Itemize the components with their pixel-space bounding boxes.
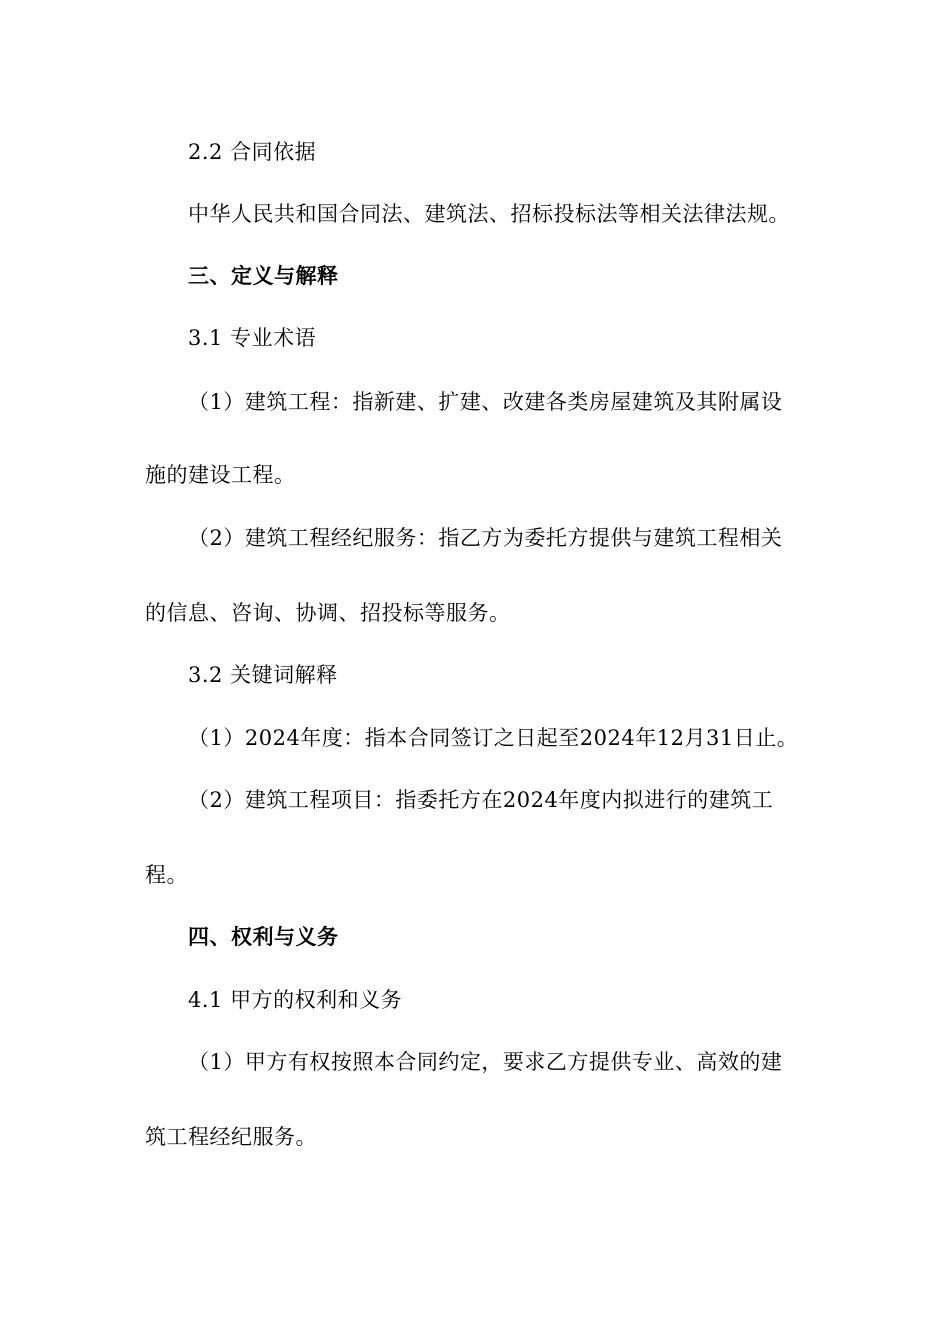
keyword-item-1: （1）2024年度：指本合同签订之日起至2024年12月31日止。 xyxy=(188,726,799,750)
definition-item-2-line-2: 的信息、咨询、协调、招投标等服务。 xyxy=(145,601,511,625)
section-heading-3: 三、定义与解释 xyxy=(188,263,339,288)
subsection-heading-4-1: 4.1 甲方的权利和义务 xyxy=(188,988,403,1012)
section-heading-4: 四、权利与义务 xyxy=(188,924,339,949)
subsection-heading-3-2: 3.2 关键词解释 xyxy=(188,663,338,687)
keyword-item-2-line-1: （2）建筑工程项目：指委托方在2024年度内拟进行的建筑工 xyxy=(188,788,774,812)
subsection-heading-3-1: 3.1 专业术语 xyxy=(188,326,317,350)
party-a-item-1-line-1: （1）甲方有权按照本合同约定，要求乙方提供专业、高效的建 xyxy=(188,1050,783,1074)
party-a-item-1-line-2: 筑工程经纪服务。 xyxy=(145,1125,317,1149)
keyword-item-2-line-2: 程。 xyxy=(145,863,188,887)
definition-item-1-line-1: （1）建筑工程：指新建、扩建、改建各类房屋建筑及其附属设 xyxy=(188,390,783,414)
paragraph-legal-basis: 中华人民共和国合同法、建筑法、招标投标法等相关法律法规。 xyxy=(188,202,790,226)
definition-item-1-line-2: 施的建设工程。 xyxy=(145,463,296,487)
subsection-heading-2-2: 2.2 合同依据 xyxy=(188,140,317,164)
definition-item-2-line-1: （2）建筑工程经纪服务：指乙方为委托方提供与建筑工程相关 xyxy=(188,526,783,550)
